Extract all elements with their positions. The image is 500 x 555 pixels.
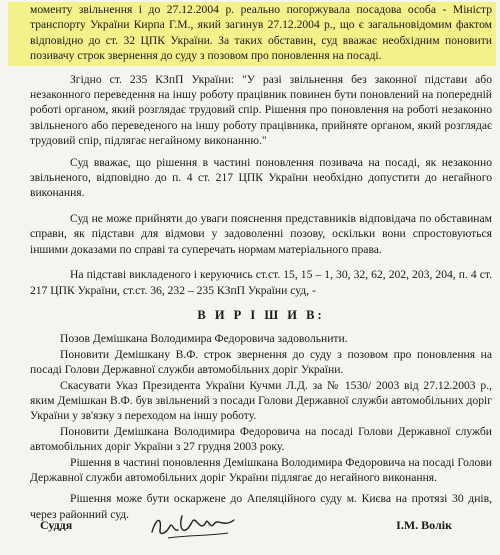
highlighted-passage <box>8 2 496 66</box>
judge-title: Суддя <box>40 518 73 532</box>
handwritten-signature <box>148 508 238 546</box>
decision-item-2: Поновити Демішкану В.Ф. строк звернення до суду з позовом про поновлення на посаді Голови Державної служби автомобільних доріг України. <box>30 347 492 377</box>
judge-name: І.М. Волік <box>396 518 452 532</box>
paragraph-respondent-arguments: Суд не може прийняти до уваги пояснення представників відповідача по обставинам справи, як підстави для відмови у задоволенні позову, оскільки вони спростовуються іншими доказами по справі та суперечать нормам матеріального права. <box>30 211 492 256</box>
decision-item-1: Позов Демішкана Володимира Федоровича задовольнити. <box>60 332 348 346</box>
decision-item-6: Рішення може бути оскаржене до Апеляційного суду м. Києва на протязі 30 днів, через районний суд. <box>30 492 492 521</box>
paragraph-immediate-execution: Суд вважає, що рішення в частині поновлення позивача на посаді, як незаконно звільненого, відповідно до п. 4 ст. 217 ЦПК України необхідно допустити до негайного виконання. <box>30 155 492 200</box>
decision-item-4: Поновити Демішкана Володимира Федоровича на посаді Голови Державної служби автомобільних доріг України з 27 грудня 2003 року. <box>30 424 492 454</box>
decision-item-5: Рішення в частині поновлення Демішкана Володимира Федоровича на посаді Голови Державної служби автомобільних доріг України підлягає до негайного виконання. <box>30 455 492 484</box>
paragraph-labor-code-quote: Згідно ст. 235 КЗпП України: "У разі звільнення без законної підстави або незаконного переведення на іншу роботу працівник повинен бути поновлений на попередній роботі органом, який розглядає трудовий спір. Рішення про поновлення на роботі незаконно звільненого або переведеного на іншу роботу працівника, прийняте органом, який розглядає трудовий спір, підлягає негайному виконанню." <box>30 72 492 148</box>
paragraph-limitation-period: моменту звільнення і до 27.12.2004 р. реально погоржувала посадова особа - Міністр транспорту України Кирпа Г.М., який загинув 27.12.2004 р., що є загальновідомим фактом відповідно до ст. 32 ЦПК України. За таких обставин, суд вважає необхідним поновити позивачу строк звернення до суду з позовом про поновлення на посаді. <box>30 3 492 63</box>
decision-heading: В И Р І Ш И В: <box>197 307 325 322</box>
signature-block <box>30 512 480 542</box>
paragraph-legal-basis: На підставі викладеного і керуючись ст.ст. 15, 15 – 1, 30, 32, 62, 202, 203, 204, п. 4 ст. 217 ЦПК України, ст.ст. 36, 232 – 235 КЗпП України суд, - <box>30 268 492 297</box>
decision-item-3: Скасувати Указ Президента України Кучми Л.Д. за № 1530/ 2003 від 27.12.2003 р., яким Демішкан В.Ф. був звільнений з посади Голови Державної служби автомобільних доріг України у зв'язку з переходом на іншу роботу. <box>30 378 492 423</box>
